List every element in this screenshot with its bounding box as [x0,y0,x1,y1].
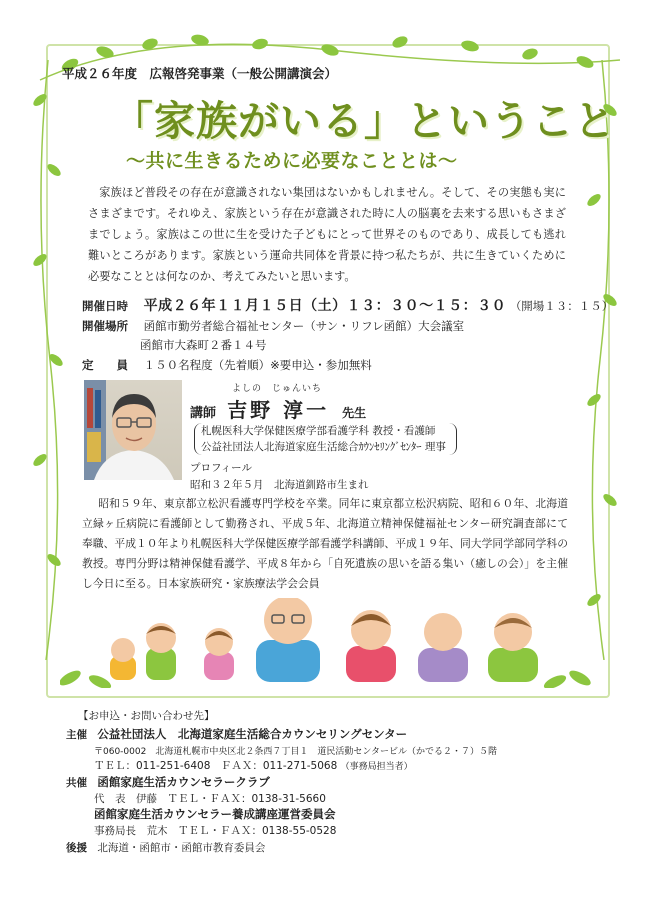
father-figure-icon [256,598,320,682]
page-subtitle: ～共に生きるために必要なこととは～ [126,150,458,172]
vine-decoration-right [582,60,622,660]
affiliation-line-1: 札幌医科大学保健医療学部看護学科 教授・看護師 [201,425,436,437]
speaker-name: 吉野 淳一 [227,398,330,422]
cohost-label: 共催 [66,777,87,789]
speaker-name-ruby: よしの じゅんいち [232,384,323,394]
speaker-heading [190,394,366,423]
speaker-honorific: 先生 [342,406,367,420]
cohost-2-name: 函館家庭生活カウンセラー養成講座運営委員会 [94,807,336,821]
profile-birth: 昭和３２年５月 北海道釧路市生まれ [190,479,369,491]
speaker-bio [82,494,568,594]
child-figure-icon [146,623,176,680]
event-venue-row [82,318,464,334]
intro-section [88,182,566,287]
support-row [66,840,265,855]
organizer-address: 〒060-0002 北海道札幌市中央区北２条西７丁目１ 道民活動センタービル（かでる２・７）５階 [94,747,497,757]
organizer-note: （事務局担当者） [340,762,413,772]
capacity-label: 定 員 [82,358,128,372]
bio-text: 昭和５９年、東京都立松沢看護専門学校を卒業。同年に東京都立松沢病院、昭和６０年、北海道立緑ヶ丘病院に看護師として勤務され、平成５年、北海道立精神保健福祉センター研究調査部にて奉職、平成１０年より札幌医科大学保健医療学部看護学科講師、平成１９年、同大学同学部同学科の教授。専門分野は精神保健看護学、平成８年から「自死遺族の思いを語る集い（癒しの会）」を主催し今日に至る。日本家族研究・家族療法学会会員 [82,497,568,590]
venue-address: 函館市大森町２番１４号 [140,338,267,352]
child-figure-icon [110,638,136,680]
grandmother-figure-icon [488,613,538,682]
date-note: （開場１３：１５） [509,299,614,313]
date-value: 平成２６年１１月１５日（土）１３：３０～１５：３０ [143,298,507,314]
support-value: 北海道・函館市・函館市教育委員会 [97,842,266,854]
speaker-portrait [84,380,182,480]
date-label: 開催日時 [82,299,128,313]
event-date-row [82,295,613,315]
intro-text: 家族ほど普段その存在が意識されない集団はないかもしれません。そして、その実態も実にさまざまです。それゆえ、家族という存在が意識された時に人の脳裏を去来する思いもさまざまでしょう。家族はこの世に生を受けた子どもにとって世界そのものであり、成長しても逃れ難いところがあります。家族という運命共同体を背景に持つ私たちが、共に生きていくために必要なこととは何なのか、考えてみたいと思います。 [88,186,566,283]
venue-label: 開催場所 [82,319,128,333]
organizer-tel: ＴＥＬ：011-251-6408 ＦＡＸ：011-271-5068 [94,760,338,772]
affiliation-line-2: 公益社団法人北海道家庭生活総合ｶｳﾝｾﾘﾝｸﾞｾﾝﾀｰ 理事 [201,441,446,453]
page-title: 「家族がいる」ということ [112,97,616,145]
organizer-label: 主催 [66,729,87,741]
cohost-2-contact: 事務局長 荒木 ＴＥＬ・ＦＡＸ：0138-55-0528 [94,825,337,837]
grandfather-figure-icon [418,613,468,682]
organizer-name: 公益社団法人 北海道家庭生活総合カウンセリングセンター [97,727,408,741]
vine-decoration-left [28,60,68,660]
cohost-1-contact: 代 表 伊藤 ＴＥＬ・ＦＡＸ：0138-31-5660 [94,793,326,805]
mother-figure-icon [346,610,396,682]
family-illustration [60,598,600,688]
support-label: 後援 [66,842,87,854]
cohost-row [66,774,270,790]
speaker-affiliations [194,423,457,455]
profile-label: プロフィール [190,462,252,474]
cohost-1-name: 函館家庭生活カウンセラークラブ [97,775,270,789]
speaker-role: 講師 [190,406,217,421]
capacity-value: １５０名程度（先着順）※要申込・参加無料 [143,358,372,372]
event-label: 平成２６年度 広報啓発事業（一般公開講演会） [62,66,338,81]
girl-figure-icon [204,628,234,680]
venue-name: 函館市勤労者総合福祉センター（サン・リフレ函館）大会議室 [143,319,465,333]
organizer-tel-row [94,758,413,773]
event-capacity-row [82,357,372,373]
contact-heading: 【お申込・お問い合わせ先】 [78,710,215,722]
organizer-row [66,726,407,742]
